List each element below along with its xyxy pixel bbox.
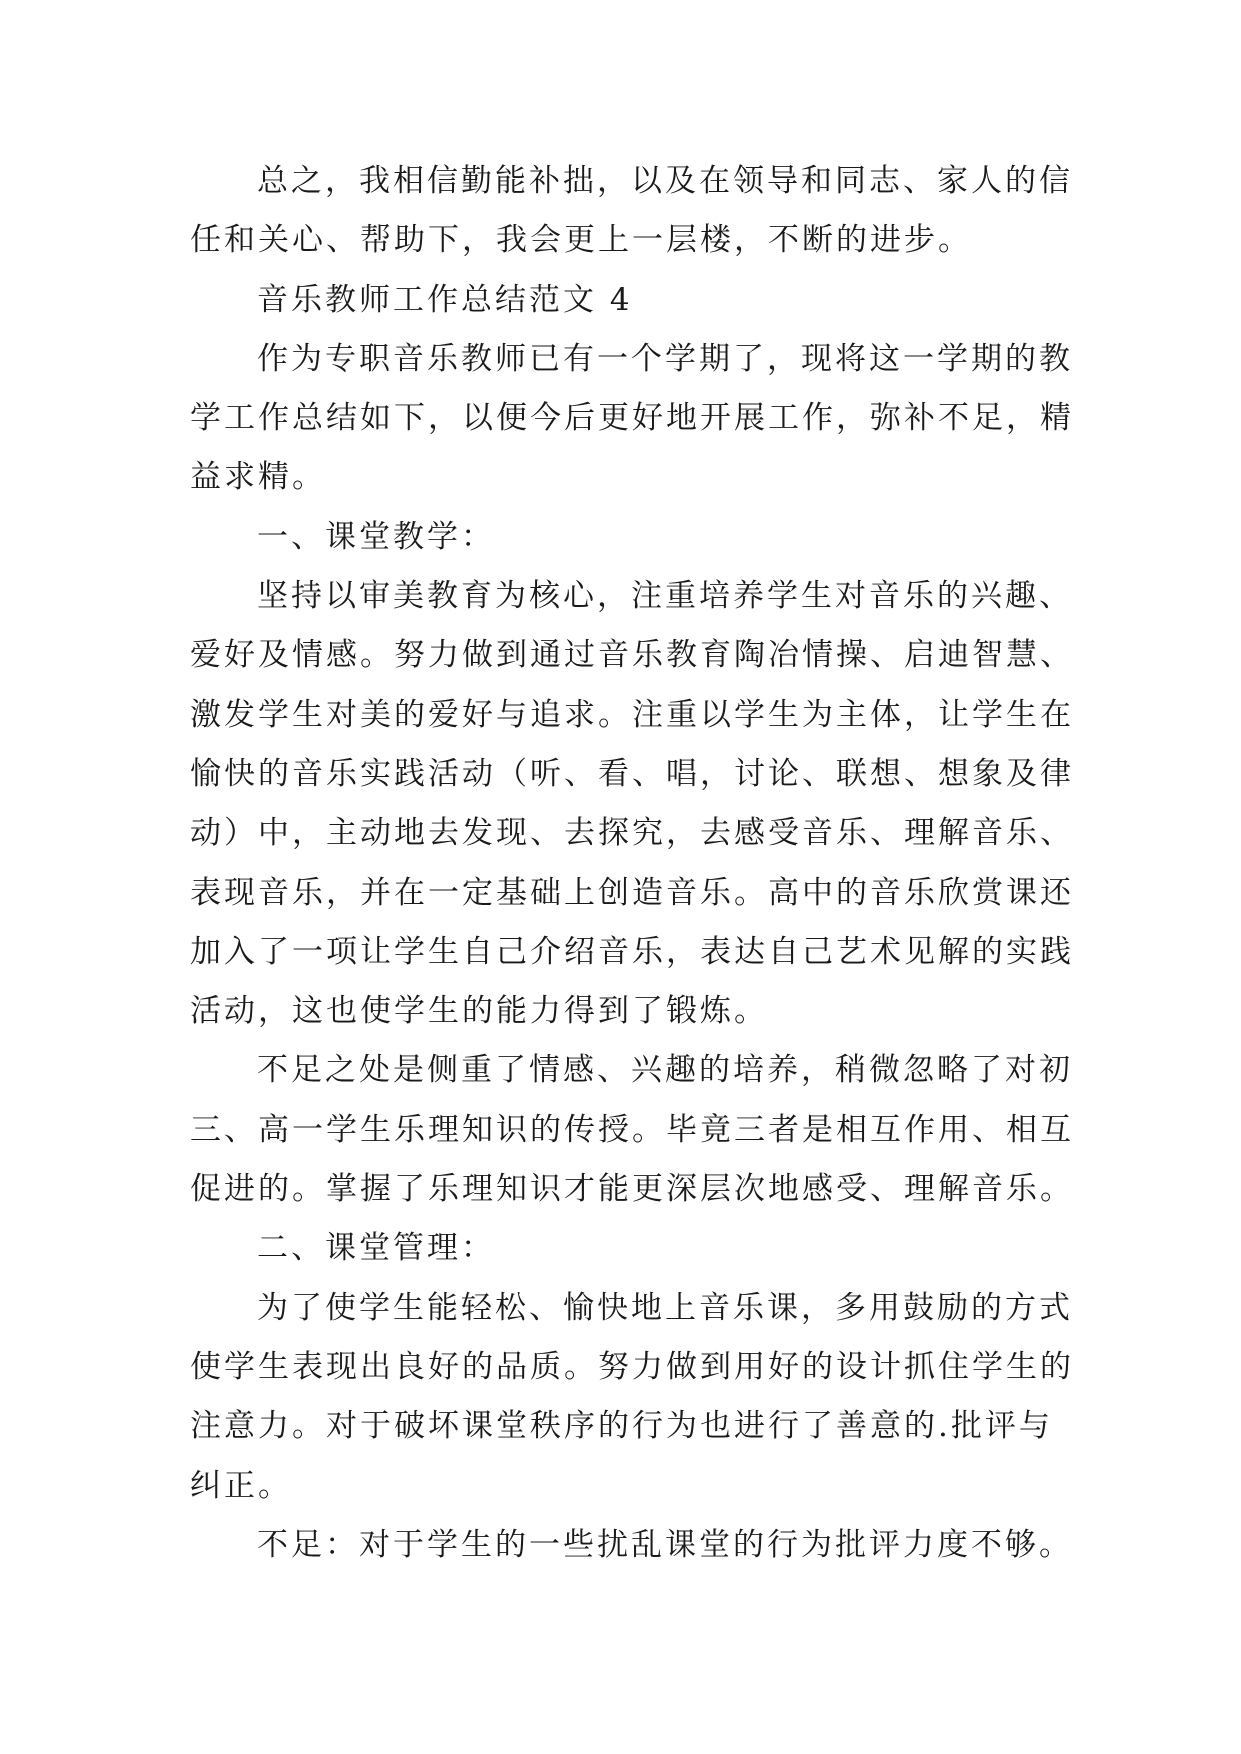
paragraph-line: 活动，这也使学生的能力得到了锻炼。 (190, 993, 768, 1030)
paragraph-line: 纠正。 (190, 1467, 292, 1504)
paragraph-line: 激发学生对美的爱好与追求。注重以学生为主体，让学生在 (190, 696, 1074, 733)
paragraph-line: 作为专职音乐教师已有一个学期了，现将这一学期的教 (257, 340, 1073, 377)
paragraph-line: 三、高一学生乐理知识的传授。毕竟三者是相互作用、相互 (190, 1111, 1074, 1148)
paragraph-line: 不足之处是侧重了情感、兴趣的培养，稍微忽略了对初 (257, 1052, 1073, 1089)
paragraph-line: 使学生表现出良好的品质。努力做到用好的设计抓住学生的 (190, 1348, 1074, 1385)
section-heading: 二、课堂管理： (257, 1230, 495, 1267)
section-title: 音乐教师工作总结范文 4 (257, 281, 633, 318)
paragraph-line: 益求精。 (190, 459, 326, 496)
paragraph-line: 不足：对于学生的一些扰乱课堂的行为批评力度不够。 (257, 1526, 1073, 1563)
paragraph-line: 为了使学生能轻松、愉快地上音乐课，多用鼓励的方式 (257, 1289, 1073, 1326)
document-body (190, 152, 1074, 1575)
paragraph-line: 学工作总结如下，以便今后更好地开展工作，弥补不足，精 (190, 400, 1074, 437)
paragraph-line: 愉快的音乐实践活动（听、看、唱，讨论、联想、想象及律 (190, 755, 1074, 792)
paragraph-line: 坚持以审美教育为核心，注重培养学生对音乐的兴趣、 (257, 578, 1073, 615)
paragraph-line: 注意力。对于破坏课堂秩序的行为也进行了善意的.批评与 (190, 1408, 1053, 1445)
section-heading: 一、课堂教学： (257, 518, 495, 555)
paragraph-line: 任和关心、帮助下，我会更上一层楼，不断的进步。 (190, 222, 972, 259)
paragraph-line: 爱好及情感。努力做到通过音乐教育陶冶情操、启迪智慧、 (190, 637, 1074, 674)
paragraph-line: 促进的。掌握了乐理知识才能更深层次地感受、理解音乐。 (190, 1171, 1074, 1208)
paragraph-line: 动）中，主动地去发现、去探究，去感受音乐、理解音乐、 (190, 815, 1074, 852)
paragraph-line: 加入了一项让学生自己介绍音乐，表达自己艺术见解的实践 (190, 933, 1074, 970)
paragraph-line: 总之，我相信勤能补拙，以及在领导和同志、家人的信 (257, 163, 1073, 199)
paragraph-line: 表现音乐，并在一定基础上创造音乐。高中的音乐欣赏课还 (190, 874, 1074, 911)
